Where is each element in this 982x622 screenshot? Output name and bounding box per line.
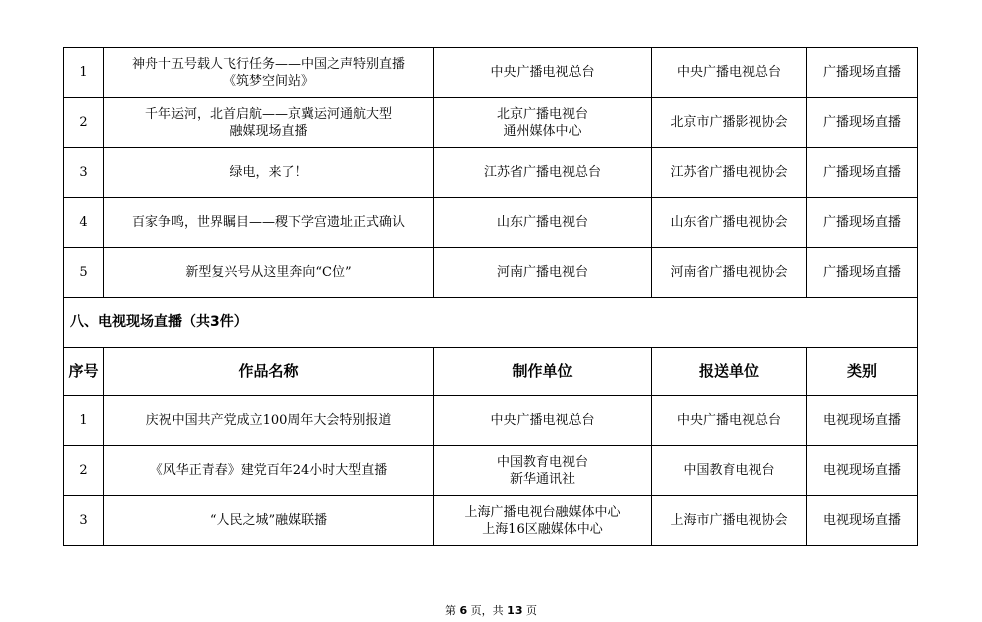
submitter: 河南省广播电视协会 bbox=[652, 248, 807, 298]
row-number: 3 bbox=[64, 496, 104, 546]
row-number: 3 bbox=[64, 148, 104, 198]
row-number: 4 bbox=[64, 198, 104, 248]
producer: 河南广播电视台 bbox=[434, 248, 652, 298]
work-title: 千年运河，北首启航——京冀运河通航大型 融媒现场直播 bbox=[104, 98, 434, 148]
table-row bbox=[64, 248, 918, 298]
header-title: 作品名称 bbox=[104, 348, 434, 396]
row-number: 2 bbox=[64, 98, 104, 148]
footer-prefix: 第 bbox=[445, 604, 457, 617]
row-number: 1 bbox=[64, 396, 104, 446]
row-number: 5 bbox=[64, 248, 104, 298]
submitter: 山东省广播电视协会 bbox=[652, 198, 807, 248]
footer-suffix: 页 bbox=[525, 604, 537, 617]
work-title: 新型复兴号从这里奔向“C位” bbox=[104, 248, 434, 298]
section-row bbox=[64, 298, 918, 348]
work-title: 百家争鸣，世界瞩目——稷下学宫遗址正式确认 bbox=[104, 198, 434, 248]
work-title: 绿电，来了！ bbox=[104, 148, 434, 198]
awards-table bbox=[63, 47, 918, 546]
producer: 山东广播电视台 bbox=[434, 198, 652, 248]
work-title: 神舟十五号载人飞行任务——中国之声特别直播 《筑梦空间站》 bbox=[104, 48, 434, 98]
table-row bbox=[64, 148, 918, 198]
category: 广播现场直播 bbox=[807, 248, 918, 298]
submitter: 上海市广播电视协会 bbox=[652, 496, 807, 546]
footer-middle: 页，共 bbox=[470, 604, 504, 617]
table-row bbox=[64, 396, 918, 446]
submitter: 中央广播电视总台 bbox=[652, 396, 807, 446]
header-producer: 制作单位 bbox=[434, 348, 652, 396]
submitter: 中国教育电视台 bbox=[652, 446, 807, 496]
category: 广播现场直播 bbox=[807, 198, 918, 248]
producer: 中央广播电视总台 bbox=[434, 396, 652, 446]
work-title: 庆祝中国共产党成立100周年大会特别报道 bbox=[104, 396, 434, 446]
row-number: 2 bbox=[64, 446, 104, 496]
total-page-number: 13 bbox=[507, 604, 523, 617]
table-row bbox=[64, 198, 918, 248]
producer: 中央广播电视总台 bbox=[434, 48, 652, 98]
category: 电视现场直播 bbox=[807, 496, 918, 546]
submitter: 江苏省广播电视协会 bbox=[652, 148, 807, 198]
table-row bbox=[64, 446, 918, 496]
work-title: 《风华正青春》建党百年24小时大型直播 bbox=[104, 446, 434, 496]
row-number: 1 bbox=[64, 48, 104, 98]
category: 电视现场直播 bbox=[807, 396, 918, 446]
section-title: 八、电视现场直播（共3件） bbox=[64, 298, 918, 348]
category: 广播现场直播 bbox=[807, 98, 918, 148]
category: 广播现场直播 bbox=[807, 48, 918, 98]
producer: 江苏省广播电视总台 bbox=[434, 148, 652, 198]
header-number: 序号 bbox=[64, 348, 104, 396]
table-row bbox=[64, 48, 918, 98]
header-submitter: 报送单位 bbox=[652, 348, 807, 396]
category: 广播现场直播 bbox=[807, 148, 918, 198]
table-row bbox=[64, 98, 918, 148]
page-footer bbox=[0, 602, 982, 618]
submitter: 中央广播电视总台 bbox=[652, 48, 807, 98]
submitter: 北京市广播影视协会 bbox=[652, 98, 807, 148]
current-page-number: 6 bbox=[459, 604, 468, 617]
work-title: “人民之城”融媒联播 bbox=[104, 496, 434, 546]
table-header-row bbox=[64, 348, 918, 396]
producer: 上海广播电视台融媒体中心 上海16区融媒体中心 bbox=[434, 496, 652, 546]
category: 电视现场直播 bbox=[807, 446, 918, 496]
table-row bbox=[64, 496, 918, 546]
producer: 中国教育电视台 新华通讯社 bbox=[434, 446, 652, 496]
producer: 北京广播电视台 通州媒体中心 bbox=[434, 98, 652, 148]
header-category: 类别 bbox=[807, 348, 918, 396]
